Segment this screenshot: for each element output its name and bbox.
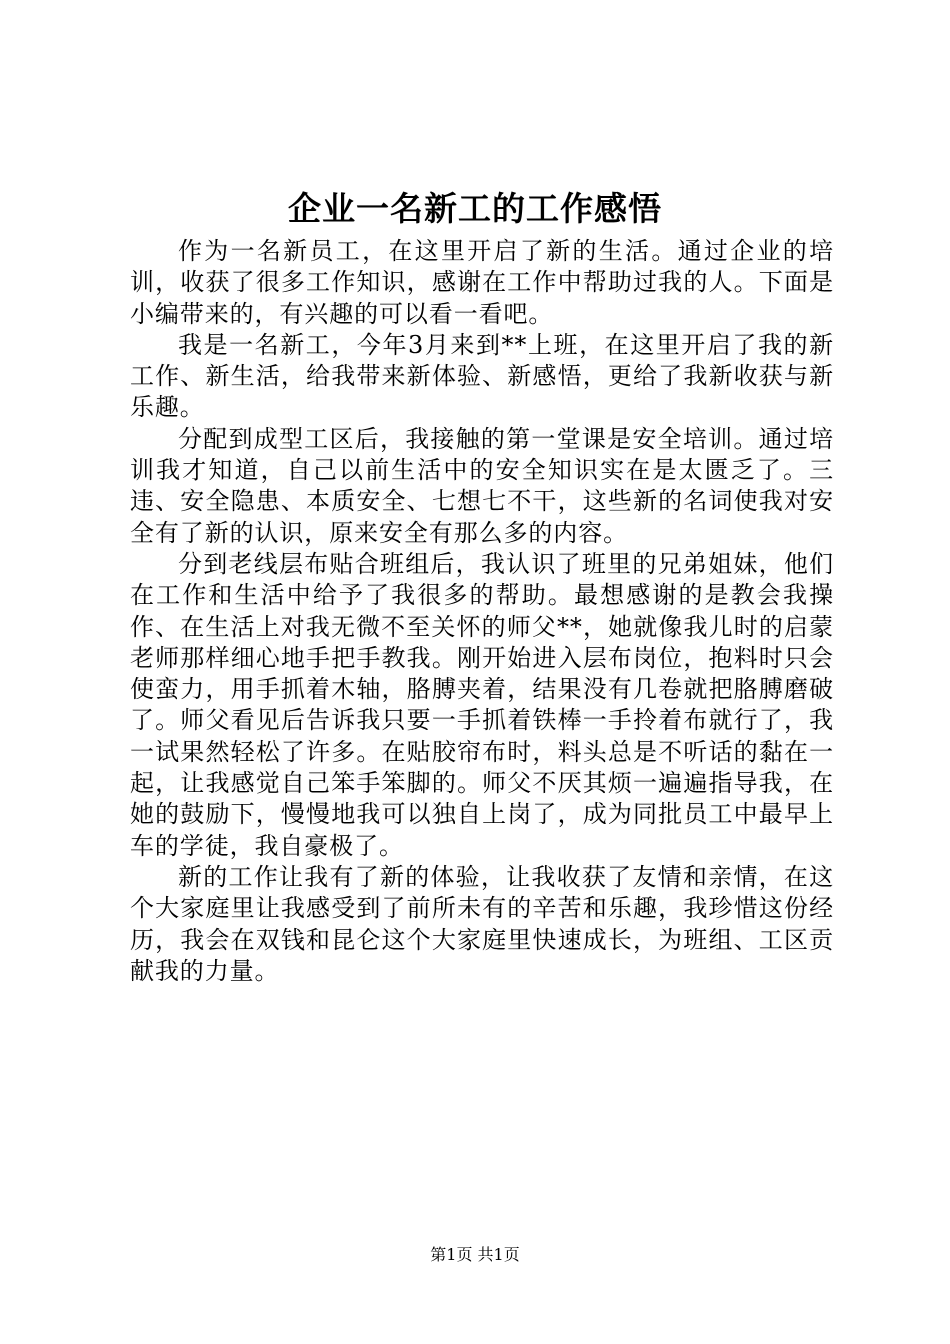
- paragraph-conclusion: 新的工作让我有了新的体验，让我收获了友情和亲情，在这个大家庭里让我感受到了前所未有的辛苦和乐趣，我珍惜这份经历，我会在双钱和昆仑这个大家庭里快速成长，为班组、工区贡献我的力量。: [130, 862, 834, 985]
- paragraph-safety-training: 分配到成型工区后，我接触的第一堂课是安全培训。通过培训我才知道，自己以前生活中的安全知识实在是太匮乏了。三违、安全隐患、本质安全、七想七不干，这些新的名词使我对安全有了新的认识，原来安全有那么多的内容。: [130, 424, 834, 547]
- document-body: [130, 236, 834, 987]
- paragraph-mentor: 分到老线层布贴合班组后，我认识了班里的兄弟姐妹，他们在工作和生活中给予了我很多的帮助。最想感谢的是教会我操作、在生活上对我无微不至关怀的师父**，她就像我儿时的启蒙老师那样细心地手把手教我。刚开始进入层布岗位，抱料时只会使蛮力，用手抓着木轴，胳膊夹着，结果没有几卷就把胳膊磨破了。师父看见后告诉我只要一手抓着铁棒一手拎着布就行了，我一试果然轻松了许多。在贴胶帘布时，料头总是不听话的黏在一起，让我感觉自己笨手笨脚的。师父不厌其烦一遍遍指导我，在她的鼓励下，慢慢地我可以独自上岗了，成为同批员工中最早上车的学徒，我自豪极了。: [130, 549, 834, 860]
- paragraph-new-worker: 我是一名新工，今年3月来到**上班，在这里开启了我的新工作、新生活，给我带来新体验、新感悟，更给了我新收获与新乐趣。: [130, 330, 834, 422]
- document-title: 企业一名新工的工作感悟: [288, 189, 662, 228]
- page-number-footer: 第1页 共1页: [430, 1245, 520, 1264]
- paragraph-intro: 作为一名新员工，在这里开启了新的生活。通过企业的培训，收获了很多工作知识，感谢在工作中帮助过我的人。下面是小编带来的，有兴趣的可以看一看吧。: [130, 237, 834, 328]
